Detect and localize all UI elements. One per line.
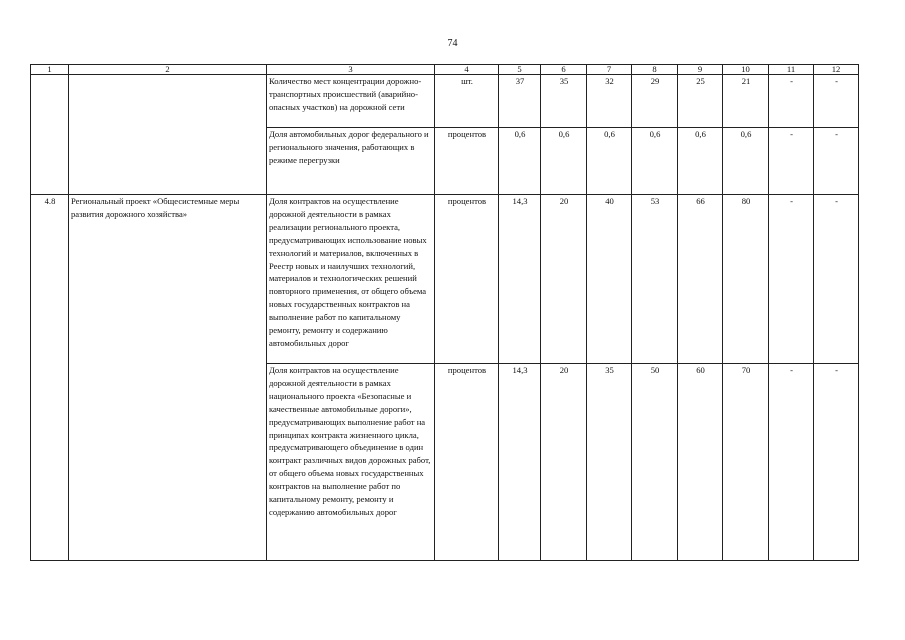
column-header: 8 bbox=[632, 65, 678, 75]
value-cell: 35 bbox=[587, 364, 632, 561]
value-cell: - bbox=[814, 195, 859, 364]
column-header: 7 bbox=[587, 65, 632, 75]
value-cell: 0,6 bbox=[587, 128, 632, 195]
row-number bbox=[31, 364, 69, 561]
value-cell: 0,6 bbox=[723, 128, 769, 195]
value-cell: 40 bbox=[587, 195, 632, 364]
value-cell: - bbox=[769, 128, 814, 195]
indicator-name: Количество мест концентрации дорожно-транспортных происшествий (аварийно-опасных участков) на дорожной сети bbox=[267, 75, 435, 128]
column-header: 3 bbox=[267, 65, 435, 75]
value-cell: 0,6 bbox=[678, 128, 723, 195]
indicator-name: Доля контрактов на осуществление дорожной деятельности в рамках реализации регионального проекта, предусматривающих использование новых технологий и материалов, включенных в Реестр новых и наилучших технологий, материалов и технологических решений повторного применения, от общего объема новых государственных контрактов на выполнение работ по капитальному ремонту, ремонту и содержанию автомобильных дорог bbox=[267, 195, 435, 364]
value-cell: - bbox=[814, 364, 859, 561]
unit: процентов bbox=[435, 364, 499, 561]
table-row bbox=[31, 128, 859, 195]
value-cell: 60 bbox=[678, 364, 723, 561]
unit: шт. bbox=[435, 75, 499, 128]
value-cell: - bbox=[769, 75, 814, 128]
row-number bbox=[31, 75, 69, 128]
project-name bbox=[69, 364, 267, 561]
column-header: 4 bbox=[435, 65, 499, 75]
column-header: 2 bbox=[69, 65, 267, 75]
column-header: 6 bbox=[541, 65, 587, 75]
value-cell: 20 bbox=[541, 364, 587, 561]
value-cell: - bbox=[769, 195, 814, 364]
value-cell: 21 bbox=[723, 75, 769, 128]
unit: процентов bbox=[435, 128, 499, 195]
row-number: 4.8 bbox=[31, 195, 69, 364]
value-cell: - bbox=[769, 364, 814, 561]
unit: процентов bbox=[435, 195, 499, 364]
column-header: 12 bbox=[814, 65, 859, 75]
value-cell: 80 bbox=[723, 195, 769, 364]
value-cell: 14,3 bbox=[499, 195, 541, 364]
value-cell: 70 bbox=[723, 364, 769, 561]
project-name bbox=[69, 128, 267, 195]
indicators-table bbox=[30, 64, 859, 561]
value-cell: 0,6 bbox=[541, 128, 587, 195]
value-cell: 0,6 bbox=[632, 128, 678, 195]
column-number-row bbox=[31, 65, 859, 75]
column-header: 10 bbox=[723, 65, 769, 75]
value-cell: - bbox=[814, 128, 859, 195]
value-cell: 66 bbox=[678, 195, 723, 364]
table-row bbox=[31, 364, 859, 561]
column-header: 11 bbox=[769, 65, 814, 75]
indicator-name: Доля автомобильных дорог федерального и регионального значения, работающих в режиме перегрузки bbox=[267, 128, 435, 195]
value-cell: 0,6 bbox=[499, 128, 541, 195]
table-row bbox=[31, 195, 859, 364]
column-header: 5 bbox=[499, 65, 541, 75]
value-cell: 35 bbox=[541, 75, 587, 128]
row-number bbox=[31, 128, 69, 195]
project-name: Региональный проект «Общесистемные меры развития дорожного хозяйства» bbox=[69, 195, 267, 364]
value-cell: 53 bbox=[632, 195, 678, 364]
value-cell: 32 bbox=[587, 75, 632, 128]
value-cell: 29 bbox=[632, 75, 678, 128]
project-name bbox=[69, 75, 267, 128]
page-number: 74 bbox=[447, 38, 458, 49]
column-header: 9 bbox=[678, 65, 723, 75]
value-cell: 50 bbox=[632, 364, 678, 561]
value-cell: 14,3 bbox=[499, 364, 541, 561]
value-cell: - bbox=[814, 75, 859, 128]
table-row bbox=[31, 75, 859, 128]
indicator-name: Доля контрактов на осуществление дорожной деятельности в рамках национального проекта «Безопасные и качественные автомобильные дороги», предусматривающих выполнение работ на принципах контракта жизненного цикла, предусматривающего объединение в один контракт различных видов дорожных работ, от общего объема новых государственных контрактов на выполнение работ по капитальному ремонту, ремонту и содержанию автомобильных дорог bbox=[267, 364, 435, 561]
column-header: 1 bbox=[31, 65, 69, 75]
value-cell: 20 bbox=[541, 195, 587, 364]
value-cell: 37 bbox=[499, 75, 541, 128]
value-cell: 25 bbox=[678, 75, 723, 128]
